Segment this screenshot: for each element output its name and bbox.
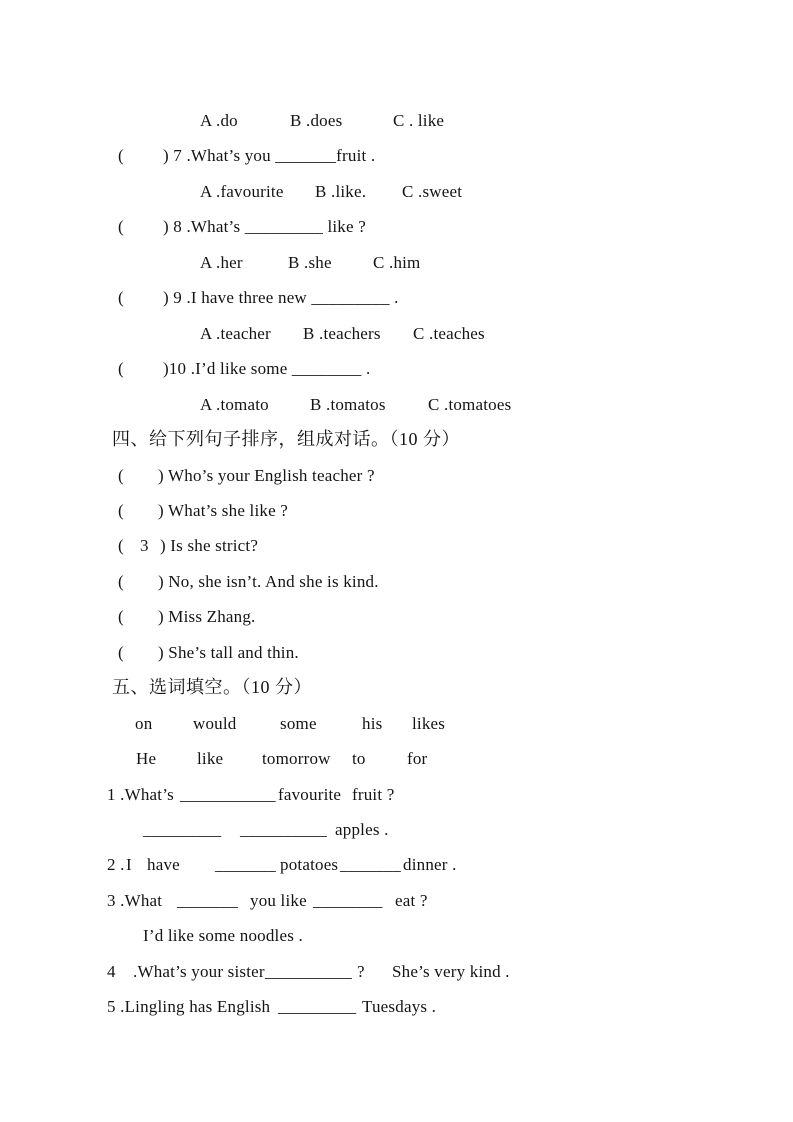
s4-sentence-1-text-1: ) Who’s your English teacher ? [158,465,375,485]
q9-stem-text-1: ) 9 .I have three new _________ . [163,288,399,308]
s5-q4 [0,954,793,990]
s5-q1-answer-text-0: _________ [143,820,222,839]
s5-q2-text-3: _______ [215,855,276,875]
s5-q1-text-2: favourite [278,784,342,804]
s5-q1-text-3: fruit ? [352,784,395,804]
s4-sentence-2 [0,493,793,529]
q9-stem [0,280,793,316]
q6-options [0,103,793,139]
q10-stem [0,351,793,387]
q10-stem-text-1: )10 .I’d like some ________ . [163,359,371,379]
s5-q4-text-1: .What’s your sister [133,961,265,981]
s4-sentence-1 [0,458,793,494]
s4-sentence-4-text-1: ) No, she isn’t. And she is kind. [158,571,379,591]
s4-sentence-2-text-0: ( [118,500,124,520]
s5-q2-text-6: dinner . [403,855,457,875]
q8-options [0,245,793,281]
s5-q5-text-2: Tuesdays . [362,997,437,1017]
q7-stem [0,138,793,174]
q9-stem-text-0: ( [118,288,124,308]
wordbank-row-1-text-2: some [280,713,317,733]
s4-sentence-4-text-0: ( [118,571,124,591]
s4-sentence-4 [0,564,793,600]
s5-q2-text-2: have [147,855,180,875]
q8-options-text-2: C .him [373,252,421,272]
s5-q3-text-4: eat ? [395,890,428,910]
s4-sentence-5-text-0: ( [118,607,124,627]
wordbank-row-1-text-4: likes [412,713,446,733]
s4-sentence-5 [0,599,793,635]
s5-q1-answer [0,812,793,848]
section4-heading [0,422,793,458]
q6-options-text-2: C . like [393,111,445,130]
s5-q4-text-4: She’s very kind . [392,961,510,981]
s5-q1 [0,777,793,813]
s5-q2-text-4: potatoes [280,855,339,875]
s4-sentence-6 [0,635,793,671]
s4-sentence-2-text-1: ) What’s she like ? [158,500,289,520]
q8-stem [0,209,793,245]
q7-options-text-2: C .sweet [402,181,463,201]
wordbank-row-1 [0,706,793,742]
q7-stem-text-0: ( [118,146,124,166]
wordbank-row-2-text-0: He [136,749,157,769]
q9-options-text-0: A .teacher [200,323,271,343]
q10-options-text-1: B .tomatos [310,394,386,414]
q10-options-text-2: C .tomatoes [428,394,512,414]
q8-stem-text-0: ( [118,217,124,237]
wordbank-row-2-text-2: tomorrow [262,749,331,769]
q9-options [0,316,793,352]
s5-q5-text-0: 5 .Lingling has English [107,997,271,1017]
q8-stem-text-1: ) 8 .What’s _________ like ? [163,217,366,237]
s5-q1-answer-text-1: __________ [240,820,327,839]
s5-q4-text-3: ? [357,961,365,981]
section4-heading-text-0: 四、给下列句子排序，组成对话。（10 分） [112,429,460,450]
s4-sentence-6-text-0: ( [118,642,124,662]
s4-sentence-3 [0,528,793,564]
q7-stem-text-1: ) 7 .What’s you _______fruit . [163,146,376,166]
q7-options-text-1: B .like. [315,181,367,201]
q8-options-text-1: B .she [288,252,332,272]
wordbank-row-2 [0,741,793,777]
s4-sentence-5-text-1: ) Miss Zhang. [158,607,256,627]
s4-sentence-6-text-1: ) She’s tall and thin. [158,642,299,662]
s5-q3-answer [0,918,793,954]
s5-q4-text-0: 4 [107,961,116,981]
q10-stem-text-0: ( [118,359,124,379]
q9-options-text-2: C .teaches [413,323,485,343]
q6-options-text-0: A .do [200,111,238,130]
s5-q5-text-1: _________ [278,997,357,1017]
s5-q2-text-1: I [126,855,132,875]
s5-q3-text-3: ________ [313,890,383,910]
s5-q3-text-2: you like [250,890,307,910]
section5-heading-text-0: 五、选词填空。（10 分） [112,677,312,698]
wordbank-row-2-text-4: for [407,749,428,769]
q9-options-text-1: B .teachers [303,323,381,343]
s4-sentence-3-text-0: ( [118,536,124,556]
s5-q5 [0,989,793,1025]
wordbank-row-2-text-1: like [197,749,224,769]
s5-q1-text-0: 1 .What’s [107,784,174,804]
q8-options-text-0: A .her [200,252,243,272]
wordbank-row-1-text-0: on [135,713,153,733]
q7-options-text-0: A .favourite [200,181,284,201]
q7-options [0,174,793,210]
s4-sentence-3-text-2: ) Is she strict? [160,536,259,556]
s5-q2-text-0: 2 . [107,855,125,875]
s5-q2-text-5: _______ [340,855,401,875]
s5-q3-text-0: 3 .What [107,890,163,910]
s5-q3-answer-text-0: I’d like some noodles . [143,926,303,946]
s5-q4-text-2: __________ [265,961,352,981]
s5-q3-text-1: _______ [177,890,238,910]
section5-heading [0,670,793,706]
s5-q1-text-1: ___________ [180,784,276,804]
q10-options-text-0: A .tomato [200,394,269,414]
s5-q1-answer-text-2: apples . [335,820,389,839]
s5-q3 [0,883,793,919]
wordbank-row-2-text-3: to [352,749,366,769]
s4-sentence-1-text-0: ( [118,465,124,485]
q10-options [0,387,793,423]
wordbank-row-1-text-3: his [362,713,383,733]
s4-sentence-3-text-1: 3 [140,536,149,556]
q6-options-text-1: B .does [290,111,343,130]
s5-q2 [0,847,793,883]
wordbank-row-1-text-1: would [193,713,237,733]
